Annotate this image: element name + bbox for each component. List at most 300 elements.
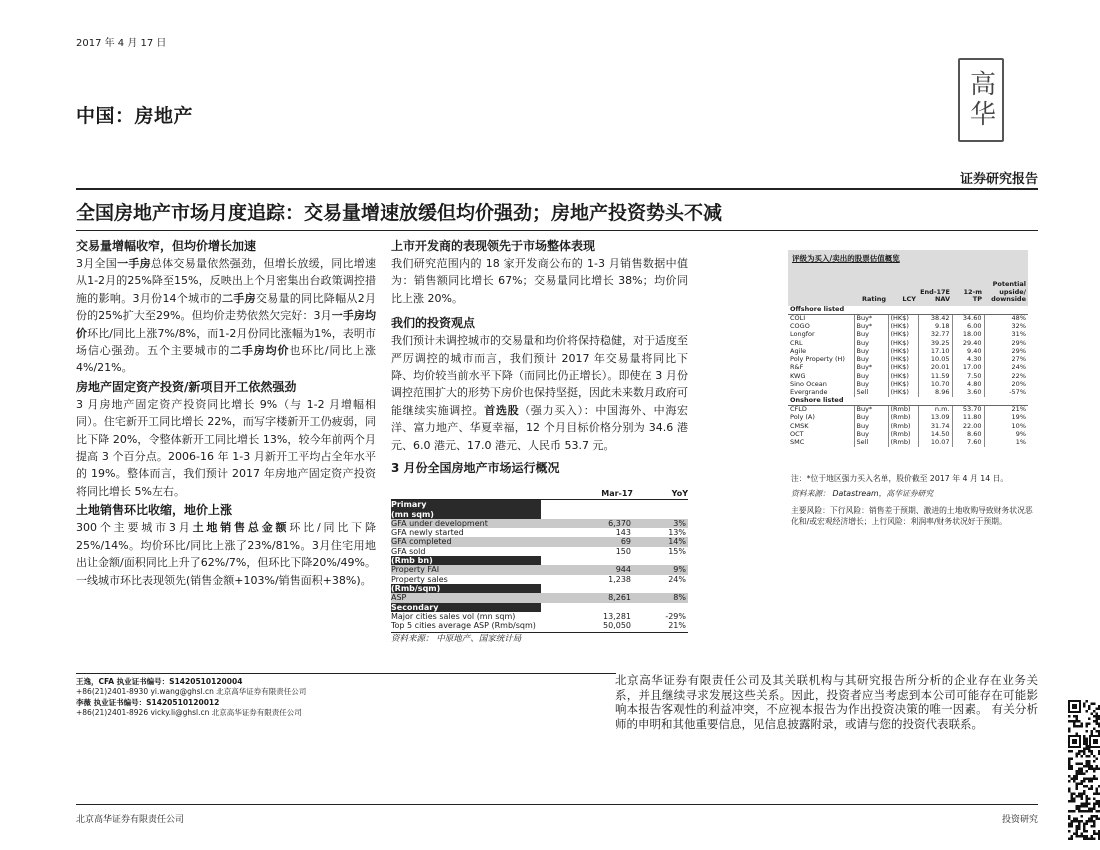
qr-module [1078, 773, 1081, 776]
qr-module [1091, 750, 1094, 753]
qr-module [1081, 803, 1084, 806]
market-data-row [391, 621, 688, 630]
qr-module [1083, 753, 1086, 756]
ratings-notes [791, 473, 1036, 527]
market-data-row [391, 565, 688, 574]
ratings-cell: 10.05 [918, 356, 952, 364]
market-row-value: 69 [620, 537, 631, 547]
qr-module [1076, 835, 1079, 838]
qr-module [1093, 793, 1096, 796]
qr-module [1076, 825, 1079, 828]
qr-module [1083, 740, 1086, 743]
qr-module [1076, 805, 1079, 808]
text-run: 总体交易量依然强劲，但增长放缓，同比增速从1-2月的25%降至15%，反映出上个月密集出台政策调控措施的影响。3月份14个城市的 [76, 257, 377, 305]
ratings-cell: Buy* [854, 323, 888, 331]
qr-module [1081, 768, 1084, 771]
ratings-table-box [788, 250, 1028, 447]
qr-module [1083, 785, 1086, 788]
text-run: 也环比/同比上涨4%/21%。 [76, 344, 377, 375]
ratings-cell: COGO [790, 321, 810, 330]
qr-module [1088, 808, 1091, 811]
qr-module [1073, 715, 1076, 718]
qr-module [1093, 715, 1096, 718]
qr-module [1093, 720, 1096, 723]
qr-module [1073, 798, 1076, 801]
qr-module [1096, 778, 1099, 781]
qr-module [1096, 723, 1099, 726]
qr-module [1076, 755, 1079, 758]
qr-module [1083, 828, 1086, 831]
qr-module [1068, 750, 1071, 753]
qr-module [1068, 765, 1071, 768]
qr-module [1086, 710, 1089, 713]
qr-module [1096, 715, 1099, 718]
qr-module [1083, 823, 1086, 826]
ratings-cell: n.m. [918, 406, 952, 414]
qr-module [1093, 815, 1096, 818]
market-row-value: 6,370 [608, 518, 631, 528]
qr-module [1086, 835, 1089, 838]
market-row-label: Top 5 cities average ASP (Rmb/sqm) [391, 621, 536, 631]
market-row-value: 1,238 [608, 574, 631, 584]
ratings-cell: 9% [984, 430, 1028, 438]
qr-module [1088, 780, 1091, 783]
market-row-label: Property sales [391, 574, 448, 584]
qr-module [1083, 793, 1086, 796]
qr-module [1096, 790, 1099, 793]
qr-module [1096, 810, 1099, 813]
qr-module [1088, 768, 1091, 771]
market-row-yoy: 8% [673, 593, 686, 603]
qr-module [1093, 808, 1096, 811]
text-run: 我们预计未调控城市的交易量和均价将保持稳健，对于适度至严厉调控的城市而言，我们预计 2017 年交易量将同比下降、均价较当前水平下降（而同比仍正增长）。即使在 3 月份调控范围扩大的形势下房价也保持坚挺，因此未来数月政府可能继续实施调控。 [391, 334, 688, 417]
qr-module [1091, 778, 1094, 781]
market-table-source: 资料来源： 中原地产、国家统计局 [391, 634, 522, 644]
qr-module [1083, 780, 1086, 783]
qr-module [1096, 720, 1099, 723]
market-row-yoy: 24% [668, 574, 686, 584]
qr-module [1076, 733, 1079, 736]
ratings-cell: (HK$) [888, 347, 918, 355]
qr-module [1076, 785, 1079, 788]
qr-module [1091, 753, 1094, 756]
divider-analysts [76, 673, 616, 674]
qr-module [1078, 808, 1081, 811]
qr-module [1091, 785, 1094, 788]
ratings-cell: 4.80 [952, 381, 984, 389]
qr-module [1076, 763, 1079, 766]
paragraph-view [391, 332, 688, 454]
market-row-value: 8,261 [608, 593, 631, 603]
qr-module [1068, 810, 1071, 813]
qr-module [1086, 810, 1089, 813]
ratings-cell: (HK$) [888, 372, 918, 380]
ratings-cell: 6.00 [952, 323, 984, 331]
qr-module [1091, 780, 1094, 783]
ratings-cell: (HK$) [888, 356, 918, 364]
qr-module [1093, 768, 1096, 771]
market-row-yoy: 3% [673, 518, 686, 528]
market-section-row [391, 584, 688, 593]
ratings-cell: (Rmb) [888, 430, 918, 438]
qr-module [1071, 820, 1074, 823]
qr-module [1076, 795, 1079, 798]
qr-module [1091, 713, 1094, 716]
qr-module [1088, 755, 1091, 758]
qr-module [1096, 818, 1099, 821]
market-row-label: Primary [391, 500, 541, 509]
col-header-month: Mar-17 [601, 489, 633, 498]
market-overview-table [391, 489, 688, 633]
ratings-cell: 31.74 [918, 422, 952, 430]
ratings-footnote: 注：*位于地区强力买入名单，股价截至 2017 年 4 月 14 日。 [791, 474, 1009, 483]
qr-module [1093, 778, 1096, 781]
qr-module [1071, 758, 1074, 761]
qr-module [1086, 820, 1089, 823]
qr-module [1076, 773, 1079, 776]
ratings-cell: 29.40 [952, 339, 984, 347]
ratings-risks: 主要风险：下行风险：销售差于预期、激进的土地收购导致财务状况恶化和/或宏观经济增长；上行风险：利润率/财务状况好于预期。 [791, 506, 1033, 526]
qr-module [1088, 763, 1091, 766]
market-data-row [391, 537, 688, 546]
qr-module [1076, 783, 1079, 786]
ratings-cell: (Rmb) [888, 414, 918, 422]
ratings-row [788, 331, 1028, 339]
qr-module [1068, 715, 1071, 718]
qr-module [1088, 765, 1091, 768]
qr-module [1086, 830, 1089, 833]
logo-text: 高华 [965, 70, 996, 130]
market-table-title: 3 月份全国房地产市场运行概况 [391, 461, 560, 476]
qr-module [1086, 770, 1089, 773]
qr-module [1088, 838, 1091, 841]
ratings-cell: 9.18 [918, 323, 952, 331]
qr-module [1068, 830, 1071, 833]
analyst-block-1 [76, 677, 306, 697]
qr-module [1076, 770, 1079, 773]
qr-module [1071, 793, 1074, 796]
bold-phrase: 一手房 [117, 257, 151, 270]
ratings-cell: 22% [984, 372, 1028, 380]
text-run: 300个主要城市3月 [76, 521, 193, 535]
analyst-block-2 [76, 698, 302, 718]
ratings-cell: Longfor [790, 330, 815, 339]
qr-module [1078, 835, 1081, 838]
market-row-yoy: 13% [668, 528, 686, 538]
qr-module [1078, 795, 1081, 798]
market-row-label: Property FAI [391, 565, 440, 575]
qr-module [1073, 778, 1076, 781]
qr-module [1083, 790, 1086, 793]
qr-module [1068, 823, 1071, 826]
qr-module [1078, 823, 1081, 826]
qr-module [1088, 760, 1091, 763]
market-row-label: ASP [391, 593, 407, 603]
qr-module [1091, 820, 1094, 823]
left-column [76, 236, 376, 589]
qr-module [1096, 793, 1099, 796]
ratings-cell: KWG [790, 371, 806, 380]
qr-module [1091, 703, 1094, 706]
ratings-cell: Buy [854, 430, 888, 438]
ratings-cell: 18.00 [952, 331, 984, 339]
qr-module [1091, 768, 1094, 771]
ratings-cell: 10.07 [918, 439, 952, 447]
qr-module [1071, 825, 1074, 828]
qr-module [1091, 818, 1094, 821]
ratings-cell: CMSK [790, 421, 809, 430]
market-row-value: 50,050 [603, 621, 631, 631]
ratings-cell: 7.50 [952, 372, 984, 380]
market-row-label: GFA newly started [391, 528, 464, 538]
qr-module [1078, 805, 1081, 808]
ratings-cell: 24% [984, 364, 1028, 372]
qr-module [1091, 815, 1094, 818]
qr-module [1078, 763, 1081, 766]
qr-module [1096, 833, 1099, 836]
qr-module [1071, 795, 1074, 798]
qr-module [1086, 785, 1089, 788]
ratings-cell: Agile [790, 346, 807, 355]
qr-module [1083, 810, 1086, 813]
ratings-row [788, 439, 1028, 447]
ratings-cell: SMC [790, 438, 805, 447]
qr-module [1078, 783, 1081, 786]
paragraph-transactions [76, 255, 376, 377]
qr-module [1093, 770, 1096, 773]
qr-module [1081, 820, 1084, 823]
sector-title: 中国：房地产 [76, 105, 194, 127]
qr-module [1086, 730, 1089, 733]
qr-module [1068, 760, 1071, 763]
ratings-group-label: Offshore listed [788, 306, 1028, 314]
qr-module [1068, 790, 1071, 793]
qr-module [1081, 763, 1084, 766]
qr-module [1068, 780, 1071, 783]
qr-module [1086, 748, 1089, 751]
qr-module [1083, 773, 1086, 776]
qr-module [1081, 783, 1084, 786]
ratings-cell: 53.70 [952, 406, 984, 414]
qr-module [1093, 775, 1096, 778]
market-table-header [391, 489, 688, 500]
ratings-col-company [788, 274, 854, 306]
qr-module [1073, 793, 1076, 796]
qr-module [1091, 733, 1094, 736]
market-row-yoy: 15% [668, 546, 686, 556]
ratings-cell: 8.60 [952, 430, 984, 438]
qr-module [1083, 705, 1086, 708]
bold-phrase: 首选股 [484, 403, 520, 417]
ratings-cell: 14.50 [918, 430, 952, 438]
qr-module [1093, 825, 1096, 828]
qr-module [1086, 745, 1089, 748]
ratings-cell: (HK$) [888, 364, 918, 372]
qr-module [1073, 833, 1076, 836]
ratings-cell: Sino Ocean [790, 380, 827, 389]
ratings-cell: (HK$) [888, 323, 918, 331]
qr-module [1093, 823, 1096, 826]
qr-module [1083, 765, 1086, 768]
qr-module [1093, 798, 1096, 801]
ratings-cell: Buy [854, 422, 888, 430]
qr-module [1076, 788, 1079, 791]
ratings-cell: 13.09 [918, 414, 952, 422]
qr-module [1076, 818, 1079, 821]
qr-module [1071, 798, 1074, 801]
qr-module [1076, 718, 1079, 721]
market-row-value: 13,281 [603, 611, 631, 621]
ratings-group-label: Onshore listed [788, 397, 1028, 405]
qr-module [1071, 835, 1074, 838]
market-row-label: GFA completed [391, 537, 452, 547]
qr-module [1076, 820, 1079, 823]
ratings-cell: Buy [854, 414, 888, 422]
ratings-cell: (HK$) [888, 314, 918, 322]
ratings-cell: CFLD [790, 405, 807, 414]
qr-module [1088, 818, 1091, 821]
qr-module [1088, 708, 1091, 711]
qr-module [1083, 748, 1086, 751]
ratings-cell: 39.25 [918, 339, 952, 347]
qr-module [1073, 775, 1076, 778]
qr-module [1091, 808, 1094, 811]
qr-module [1088, 788, 1091, 791]
qr-module [1068, 818, 1071, 821]
qr-module [1088, 718, 1091, 721]
ratings-cell: 29% [984, 339, 1028, 347]
qr-module [1078, 828, 1081, 831]
divider-footer [76, 804, 1038, 805]
qr-module [1071, 720, 1074, 723]
qr-module [1068, 730, 1071, 733]
qr-module [1071, 800, 1074, 803]
qr-module [1093, 833, 1096, 836]
qr-module [1078, 825, 1081, 828]
qr-module [1076, 715, 1079, 718]
analyst-1-name: 王逸，CFA 执业证书编号：S1420510120004 [76, 677, 243, 686]
ratings-cell: 20.01 [918, 364, 952, 372]
qr-module [1086, 838, 1089, 841]
ratings-cell: Poly Property (H) [790, 355, 845, 364]
ratings-cell: 3.60 [952, 389, 984, 397]
ratings-cell: 17.10 [918, 347, 952, 355]
market-section-row [391, 500, 688, 509]
ratings-cell: (HK$) [888, 381, 918, 389]
report-type: 证券研究报告 [959, 172, 1038, 187]
qr-module [1083, 735, 1086, 738]
qr-module [1086, 700, 1089, 703]
bold-phrase: 二手房均价 [230, 344, 290, 358]
qr-module [1081, 723, 1084, 726]
qr-module [1068, 815, 1071, 818]
qr-module [1068, 728, 1071, 731]
ratings-source: 资料来源： Datastream，高华证券研究 [791, 489, 934, 498]
qr-module [1081, 755, 1084, 758]
qr-module [1088, 803, 1091, 806]
qr-module [1073, 810, 1076, 813]
qr-module [1068, 838, 1071, 841]
ratings-col-rating: Rating [854, 274, 888, 306]
qr-module [1086, 800, 1089, 803]
qr-module [1083, 805, 1086, 808]
qr-module [1091, 788, 1094, 791]
market-data-row [391, 547, 688, 556]
market-row-yoy: 14% [668, 537, 686, 547]
ratings-cell: 10.70 [918, 381, 952, 389]
market-row-label: GFA under development [391, 518, 488, 528]
qr-module [1083, 803, 1086, 806]
qr-module [1068, 788, 1071, 791]
qr-module [1083, 743, 1086, 746]
ratings-cell: 11.80 [952, 414, 984, 422]
ratings-cell: Buy [854, 381, 888, 389]
ratings-cell: 11.59 [918, 372, 952, 380]
qr-module [1093, 830, 1096, 833]
col-header-yoy: YoY [671, 489, 688, 498]
market-row-value: 944 [615, 565, 631, 575]
qr-module [1096, 730, 1099, 733]
ratings-table-title: 评级为买入/卖出的股票估值概览 [788, 250, 1028, 274]
qr-module [1096, 788, 1099, 791]
qr-module [1076, 808, 1079, 811]
qr-module [1081, 793, 1084, 796]
ratings-cell: R&F [790, 363, 804, 372]
bold-phrase: 土地销售总金额 [192, 521, 290, 535]
qr-module [1083, 838, 1086, 841]
analyst-1-contact: +86(21)2401-8930 yi.wang@ghsl.cn 北京高华证券有限责任公司 [76, 687, 307, 696]
ratings-col-nav: End-17E NAV [918, 274, 952, 306]
market-row-value: 143 [615, 528, 631, 538]
ratings-cell: 22.00 [952, 422, 984, 430]
qr-module [1086, 743, 1089, 746]
ratings-cell: Buy* [854, 406, 888, 414]
qr-module [1086, 823, 1089, 826]
qr-module [1096, 815, 1099, 818]
qr-module [1083, 835, 1086, 838]
section-heading-fai: 房地产固定资产投资/新项目开工依然强劲 [76, 379, 297, 394]
qr-module [1091, 825, 1094, 828]
ratings-cell: 34.60 [952, 314, 984, 322]
qr-module [1068, 768, 1071, 771]
qr-module [1086, 765, 1089, 768]
qr-module [1096, 803, 1099, 806]
footer-company: 北京高华证券有限责任公司 [76, 815, 185, 825]
ratings-cell: COLI [790, 313, 806, 322]
ratings-cell: 20% [984, 381, 1028, 389]
bold-phrase: 一手房均价 [76, 309, 376, 340]
ratings-table [788, 274, 1028, 447]
ratings-col-lcy: LCY [888, 274, 918, 306]
paragraph-developers: 我们研究范围内的 18 家开发商公布的 1-3 月销售数据中值为：销售额同比增长 67%；交易量同比增长 38%；均价同比上涨 20%。 [391, 257, 688, 305]
analyst-2-contact: +86(21)2401-8926 vicky.li@ghsl.cn 北京高华证券有限责任公司 [76, 708, 302, 717]
paragraph-land [76, 519, 376, 589]
qr-module [1091, 810, 1094, 813]
ratings-row [788, 414, 1028, 422]
qr-module [1096, 800, 1099, 803]
qr-module [1073, 723, 1076, 726]
ratings-cell: 9.40 [952, 347, 984, 355]
qr-module [1081, 770, 1084, 773]
qr-module [1096, 718, 1099, 721]
section-heading-transactions: 交易量增幅收窄，但均价增长加速 [76, 239, 257, 253]
divider-top [76, 188, 1038, 190]
qr-module [1068, 720, 1071, 723]
ratings-cell: 27% [984, 356, 1028, 364]
ratings-cell: OCT [790, 429, 804, 438]
ratings-cell: (Rmb) [888, 439, 918, 447]
ratings-cell: 7.60 [952, 439, 984, 447]
